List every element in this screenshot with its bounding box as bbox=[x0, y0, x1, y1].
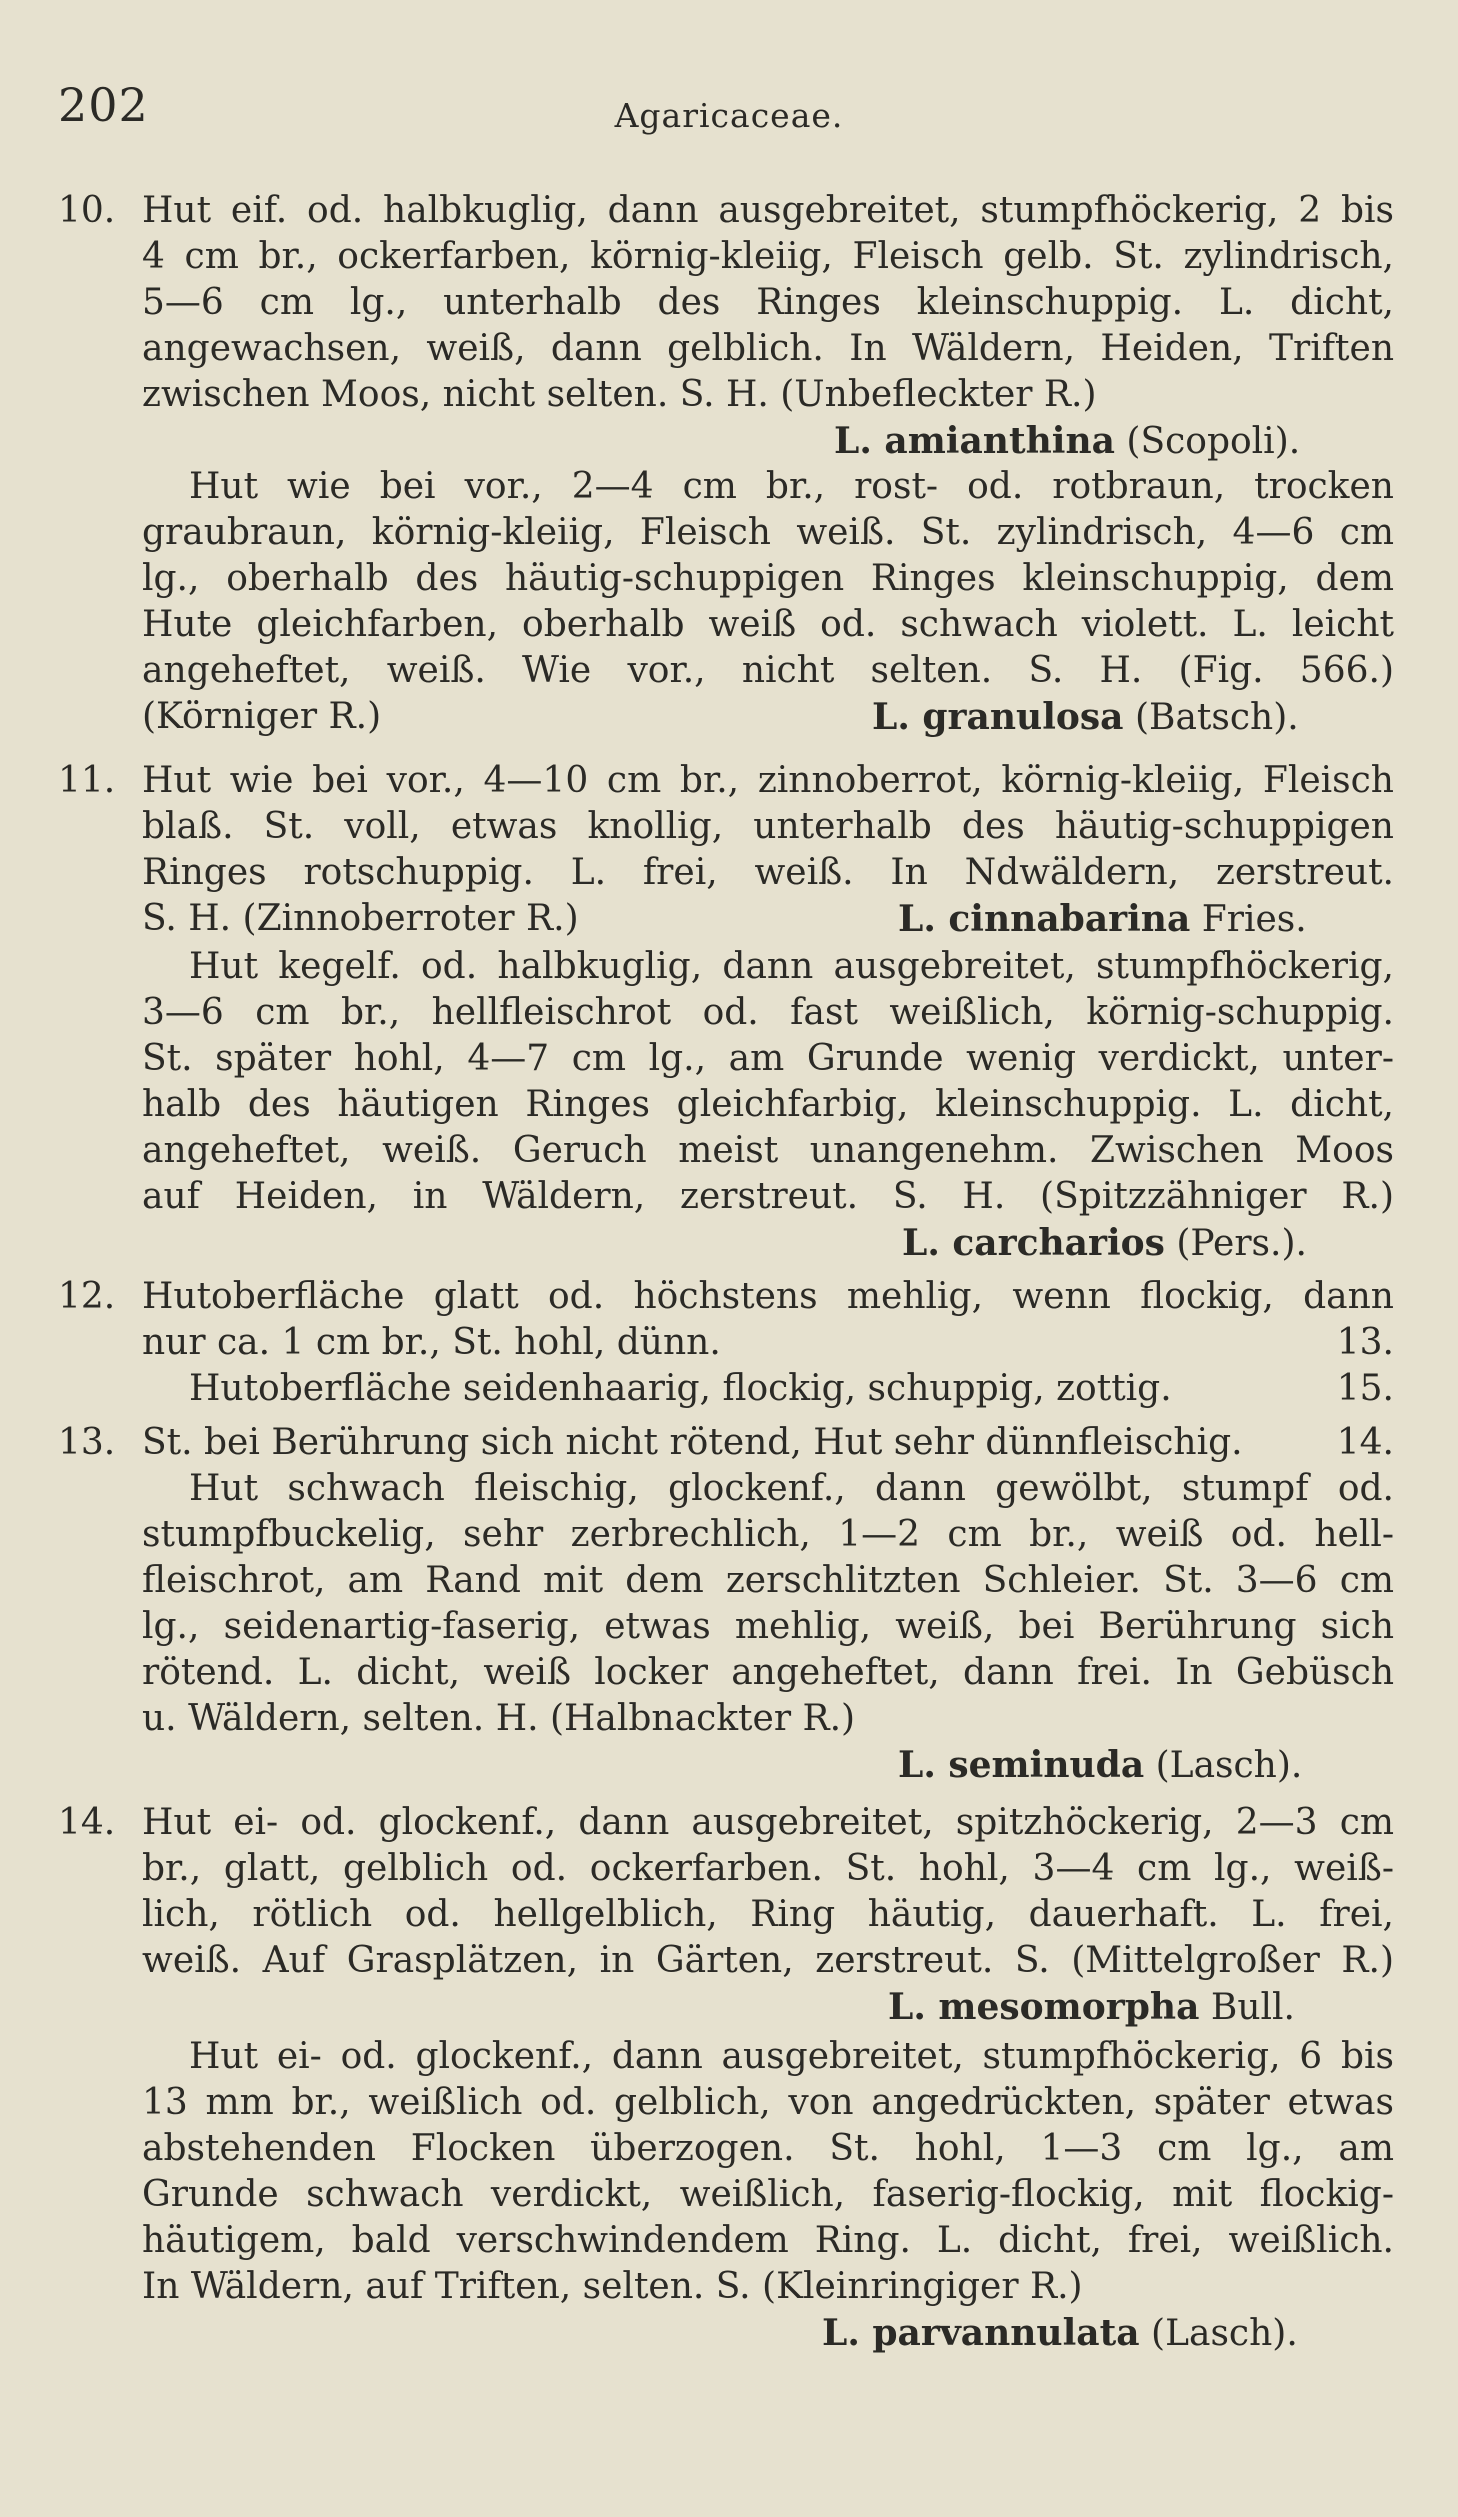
entry-number-11: 11. bbox=[58, 760, 116, 801]
entry-10-line-2: 4 cm br., ockerfarben, körnig-kleiig, Fleisch gelb. St. zylindrisch, bbox=[142, 236, 1394, 277]
entry-10-alt-line-4: Hute gleichfarben, oberhalb weiß od. schwach violett. L. leicht bbox=[142, 604, 1394, 645]
species-granulosa bbox=[872, 694, 1299, 741]
entry-14-alt-line-1: Hut ei- od. glockenf., dann ausgebreitet, stumpfhöckerig, 6 bis bbox=[189, 2036, 1394, 2077]
entry-number-10: 10. bbox=[58, 190, 116, 231]
entry-10-alt-line-2: graubraun, körnig-kleiig, Fleisch weiß. St. zylindrisch, 4—6 cm bbox=[142, 512, 1394, 553]
species-author: (Pers.). bbox=[1176, 1223, 1307, 1264]
entry-10-line-1: Hut eif. od. halbkuglig, dann ausgebreitet, stumpfhöckerig, 2 bis bbox=[142, 190, 1394, 231]
species-name: L. cinnabarina bbox=[898, 898, 1191, 940]
entry-14-alt-line-5: häutigem, bald verschwindendem Ring. L. dicht, frei, weißlich. bbox=[142, 2220, 1394, 2261]
entry-11-line-1: Hut wie bei vor., 4—10 cm br., zinnoberrot, körnig-kleiig, Fleisch bbox=[142, 760, 1394, 801]
species-author: (Lasch). bbox=[1155, 1745, 1303, 1786]
entry-11-alt-line-3: St. später hohl, 4—7 cm lg., am Grunde wenig verdickt, unter- bbox=[142, 1038, 1394, 1079]
page-number: 202 bbox=[58, 78, 149, 132]
entry-14-line-2: br., glatt, gelblich od. ockerfarben. St. hohl, 3—4 cm lg., weiß- bbox=[142, 1848, 1394, 1889]
entry-10-alt-line-1: Hut wie bei vor., 2—4 cm br., rost- od. rotbraun, trocken bbox=[189, 466, 1394, 507]
entry-14-alt-line-3: abstehenden Flocken überzogen. St. hohl, 1—3 cm lg., am bbox=[142, 2128, 1394, 2169]
entry-number-12: 12. bbox=[58, 1276, 116, 1317]
species-author: (Lasch). bbox=[1151, 2313, 1298, 2354]
entry-10-alt-line-5: angeheftet, weiß. Wie vor., nicht selten. S. H. (Fig. 566.) bbox=[142, 650, 1394, 691]
entry-12-line-1: Hutoberfläche glatt od. höchstens mehlig, wenn flockig, dann bbox=[142, 1276, 1394, 1317]
entry-10-alt-line-6: (Körniger R.) bbox=[142, 696, 382, 737]
entry-14-alt-line-4: Grunde schwach verdickt, weißlich, faserig-flockig, mit flockig- bbox=[142, 2174, 1394, 2215]
entry-11-alt-line-4: halb des häutigen Ringes gleichfarbig, kleinschuppig. L. dicht, bbox=[142, 1084, 1394, 1125]
entry-12-line-2: nur ca. 1 cm br., St. hohl, dünn. bbox=[142, 1322, 721, 1363]
entry-14-line-3: lich, rötlich od. hellgelblich, Ring häutig, dauerhaft. L. frei, bbox=[142, 1894, 1394, 1935]
entry-13-line-1: St. bei Berührung sich nicht rötend, Hut sehr dünnfleischig. bbox=[142, 1422, 1243, 1463]
entry-11-line-3: Ringes rotschuppig. L. frei, weiß. In Ndwäldern, zerstreut. bbox=[142, 852, 1394, 893]
entry-11-alt-line-5: angeheftet, weiß. Geruch meist unangenehm. Zwischen Moos bbox=[142, 1130, 1394, 1171]
species-author: (Batsch). bbox=[1134, 697, 1299, 738]
species-name: L. amianthina bbox=[834, 420, 1115, 462]
species-author: (Scopoli). bbox=[1126, 421, 1301, 462]
species-cinnabarina bbox=[898, 896, 1307, 943]
species-author: Fries. bbox=[1201, 899, 1307, 940]
entry-11-alt-line-2: 3—6 cm br., hellfleischrot od. fast weißlich, körnig-schuppig. bbox=[142, 992, 1394, 1033]
species-name: L. granulosa bbox=[872, 696, 1124, 738]
entry-11-alt-line-6: auf Heiden, in Wäldern, zerstreut. S. H. (Spitzzähniger R.) bbox=[142, 1176, 1394, 1217]
entry-number-13: 13. bbox=[58, 1422, 116, 1463]
entry-11-line-4: S. H. (Zinnoberroter R.) bbox=[142, 898, 579, 939]
species-mesomorpha bbox=[888, 1984, 1295, 2031]
entry-13-ref: 14. bbox=[1336, 1422, 1394, 1463]
species-name: L. carcharios bbox=[902, 1222, 1165, 1264]
entry-14-line-4: weiß. Auf Grasplätzen, in Gärten, zerstreut. S. (Mittelgroßer R.) bbox=[142, 1940, 1394, 1981]
entry-10-alt-line-3: lg., oberhalb des häutig-schuppigen Ringes kleinschuppig, dem bbox=[142, 558, 1394, 599]
entry-10-line-5: zwischen Moos, nicht selten. S. H. (Unbefleckter R.) bbox=[142, 374, 1097, 415]
entry-12-line-3: Hutoberfläche seidenhaarig, flockig, schuppig, zottig. bbox=[189, 1368, 1172, 1409]
entry-13-alt-line-5: rötend. L. dicht, weiß locker angeheftet, dann frei. In Gebüsch bbox=[142, 1652, 1394, 1693]
entry-12-ref-1: 13. bbox=[1336, 1322, 1394, 1363]
entry-14-alt-line-2: 13 mm br., weißlich od. gelblich, von angedrückten, später etwas bbox=[142, 2082, 1394, 2123]
entry-14-line-1: Hut ei- od. glockenf., dann ausgebreitet, spitzhöckerig, 2—3 cm bbox=[142, 1802, 1394, 1843]
entry-10-line-3: 5—6 cm lg., unterhalb des Ringes kleinschuppig. L. dicht, bbox=[142, 282, 1394, 323]
species-name: L. parvannulata bbox=[822, 2312, 1140, 2354]
entry-11-alt-line-1: Hut kegelf. od. halbkuglig, dann ausgebreitet, stumpfhöckerig, bbox=[189, 946, 1394, 987]
species-carcharios bbox=[902, 1220, 1307, 1267]
species-seminuda bbox=[898, 1742, 1302, 1789]
entry-13-alt-line-6: u. Wäldern, selten. H. (Halbnackter R.) bbox=[142, 1698, 856, 1739]
species-parvannulata bbox=[822, 2310, 1298, 2357]
entry-11-line-2: blaß. St. voll, etwas knollig, unterhalb des häutig-schuppigen bbox=[142, 806, 1394, 847]
entry-13-alt-line-1: Hut schwach fleischig, glockenf., dann gewölbt, stumpf od. bbox=[189, 1468, 1394, 1509]
running-head: Agaricaceae. bbox=[614, 96, 844, 135]
entry-13-alt-line-2: stumpfbuckelig, sehr zerbrechlich, 1—2 cm br., weiß od. hell- bbox=[142, 1514, 1394, 1555]
species-name: L. seminuda bbox=[898, 1744, 1145, 1786]
species-author: Bull. bbox=[1210, 1987, 1295, 2028]
entry-13-alt-line-4: lg., seidenartig-faserig, etwas mehlig, weiß, bei Berührung sich bbox=[142, 1606, 1394, 1647]
entry-10-line-4: angewachsen, weiß, dann gelblich. In Wäldern, Heiden, Triften bbox=[142, 328, 1394, 369]
entry-13-alt-line-3: fleischrot, am Rand mit dem zerschlitzten Schleier. St. 3—6 cm bbox=[142, 1560, 1394, 1601]
species-amianthina bbox=[834, 418, 1300, 465]
entry-14-alt-line-6: In Wäldern, auf Triften, selten. S. (Kleinringiger R.) bbox=[142, 2266, 1083, 2307]
entry-12-ref-2: 15. bbox=[1336, 1368, 1394, 1409]
entry-number-14: 14. bbox=[58, 1802, 116, 1843]
species-name: L. mesomorpha bbox=[888, 1986, 1200, 2028]
